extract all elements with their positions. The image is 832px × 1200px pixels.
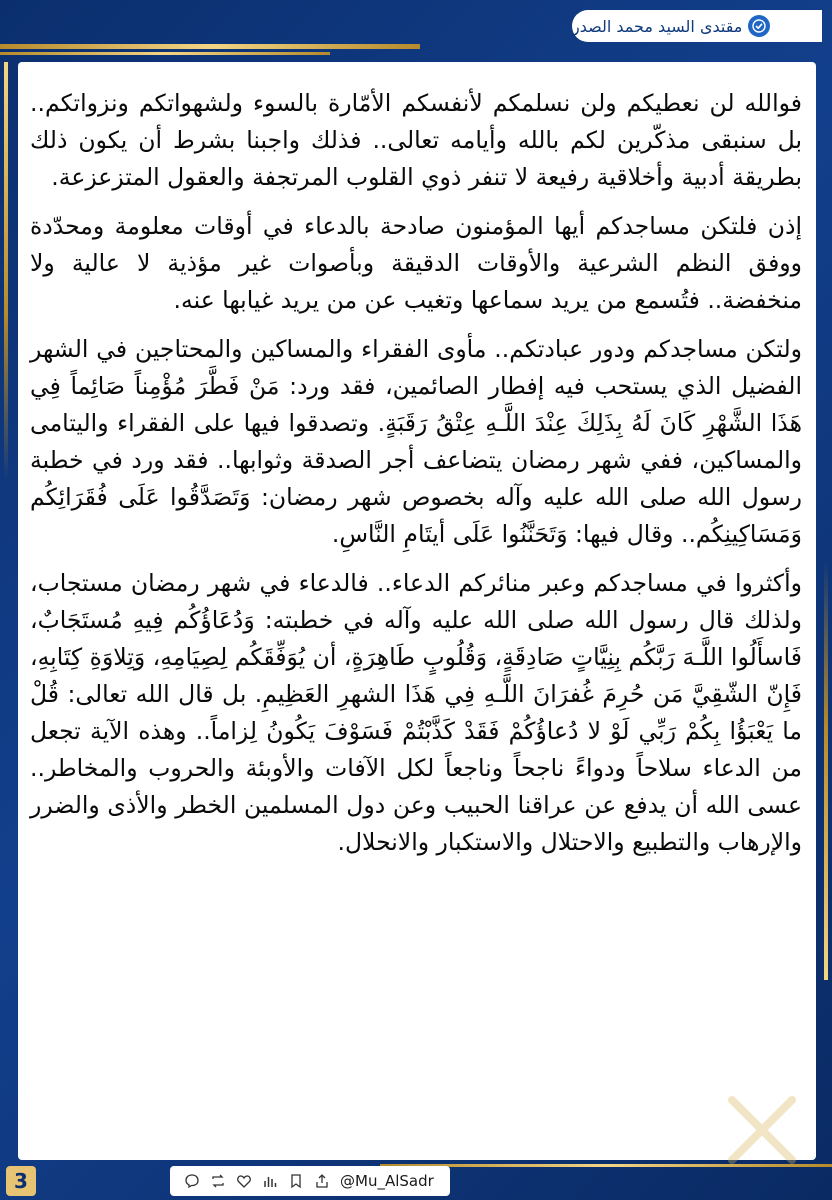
paragraph: إذن فلتكن مساجدكم أيها المؤمنون صادحة بالدعاء في أوقات معلومة ومحدّدة ووفق النظم الشرعية والأوقات الدقيقة وبأصوات غير مؤذية لا عالية ولا منخفضة.. فتُسمع من يريد سماعها وتغيب عن من يريد غيابها عنه. bbox=[30, 212, 802, 314]
gold-stripe-left bbox=[4, 62, 8, 482]
bookmark-icon[interactable] bbox=[288, 1173, 304, 1189]
share-icon[interactable] bbox=[314, 1173, 330, 1189]
document-body bbox=[30, 85, 802, 873]
gold-stripe-top-thin bbox=[0, 52, 330, 55]
footer bbox=[0, 1166, 832, 1200]
gold-stripe-right bbox=[824, 560, 828, 980]
paragraph: وأكثروا في مساجدكم وعبر منائركم الدعاء.. فالدعاء في شهر رمضان مستجاب، ولذلك قال رسول الله صلى الله عليه وآله في خطبته: وَدُعَاؤُكُم فِيهِ مُستَجَابٌ، فَاسأَلُوا اللَّـهَ رَبَّكُم بِنِيَّاتٍ صَادِقَةٍ، وَقُلُوبٍ طَاهِرَةٍ، أن يُوَفِّقَكُم لِصِيَامِهِ، وَتِلاوَةِ كِتَابِهِ، فَإِنّ الشّقِيَّ مَن حُرِمَ غُفرَانَ اللَّـهِ فِي هَذَا الشهرِ العَظِيمِ. بل قال الله تعالى: قُلْ ما يَعْبَؤُا بِكُمْ رَبِّي لَوْ لا دُعاؤُكُمْ فَقَدْ كَذَّبْتُمْ فَسَوْفَ يَكُونُ لِزاماً.. وهذه الآية تجعل من الدعاء سلاحاً ودواءً ناجحاً وناجعاً لكل الآفات والأوبئة والحروب والمخاطر.. عسى الله أن يدفع عن عراقنا الحبيب وعن دول المسلمين الخطر والأذى والضرر والإرهاب والتطبيع والاحتلال والاستكبار والانحلال. bbox=[30, 569, 802, 856]
like-icon[interactable] bbox=[236, 1173, 252, 1189]
views-icon[interactable] bbox=[262, 1173, 278, 1189]
paragraph: ولتكن مساجدكم ودور عبادتكم.. مأوى الفقراء والمساكين والمحتاجين في الشهر الفضيل الذي يستحب فيه إفطار الصائمين، فقد ورد: مَنْ فَطَّرَ مُؤْمِناً صَائِماً فِي هَذَا الشَّهْرِ كَانَ لَهُ بِذَلِكَ عِنْدَ اللَّـهِ عِتْقُ رَقَبَةٍ. وتصدقوا فيها على الفقراء واليتامى والمساكين، ففي شهر رمضان يتضاعف أجر الصدقة وثوابها.. فقد ورد في خطبة رسول الله صلى الله عليه وآله بخصوص شهر رمضان: وَتَصَدَّقُوا عَلَى فُقَرَائِكُم وَمَسَاكِينِكُم.. وقال فيها: وَتَحَنَّنُوا عَلَى أيتَامِ النَّاسِ. bbox=[30, 335, 802, 548]
comment-icon[interactable] bbox=[184, 1173, 200, 1189]
author-badge bbox=[572, 10, 822, 42]
account-handle[interactable]: @Mu_AlSadr bbox=[340, 1172, 434, 1190]
social-bar bbox=[170, 1166, 450, 1196]
author-logo-icon bbox=[748, 15, 770, 37]
page-number: 3 bbox=[6, 1166, 36, 1196]
gold-stripe-top bbox=[0, 44, 420, 49]
repost-icon[interactable] bbox=[210, 1173, 226, 1189]
author-name: مقتدى السيد محمد الصدر bbox=[572, 16, 743, 36]
x-logo-icon bbox=[722, 1090, 802, 1170]
paragraph: فوالله لن نعطيكم ولن نسلمكم لأنفسكم الأمّارة بالسوء ولشهواتكم ونزواتكم.. بل سنبقى مذكّرين لكم بالله وأيامه تعالى.. فذلك واجبنا بشرط أن يكون ذلك بطريقة أدبية وأخلاقية رفيعة لا تنفر ذوي القلوب المرتجفة والعقول المتزعزعة. bbox=[30, 89, 802, 191]
